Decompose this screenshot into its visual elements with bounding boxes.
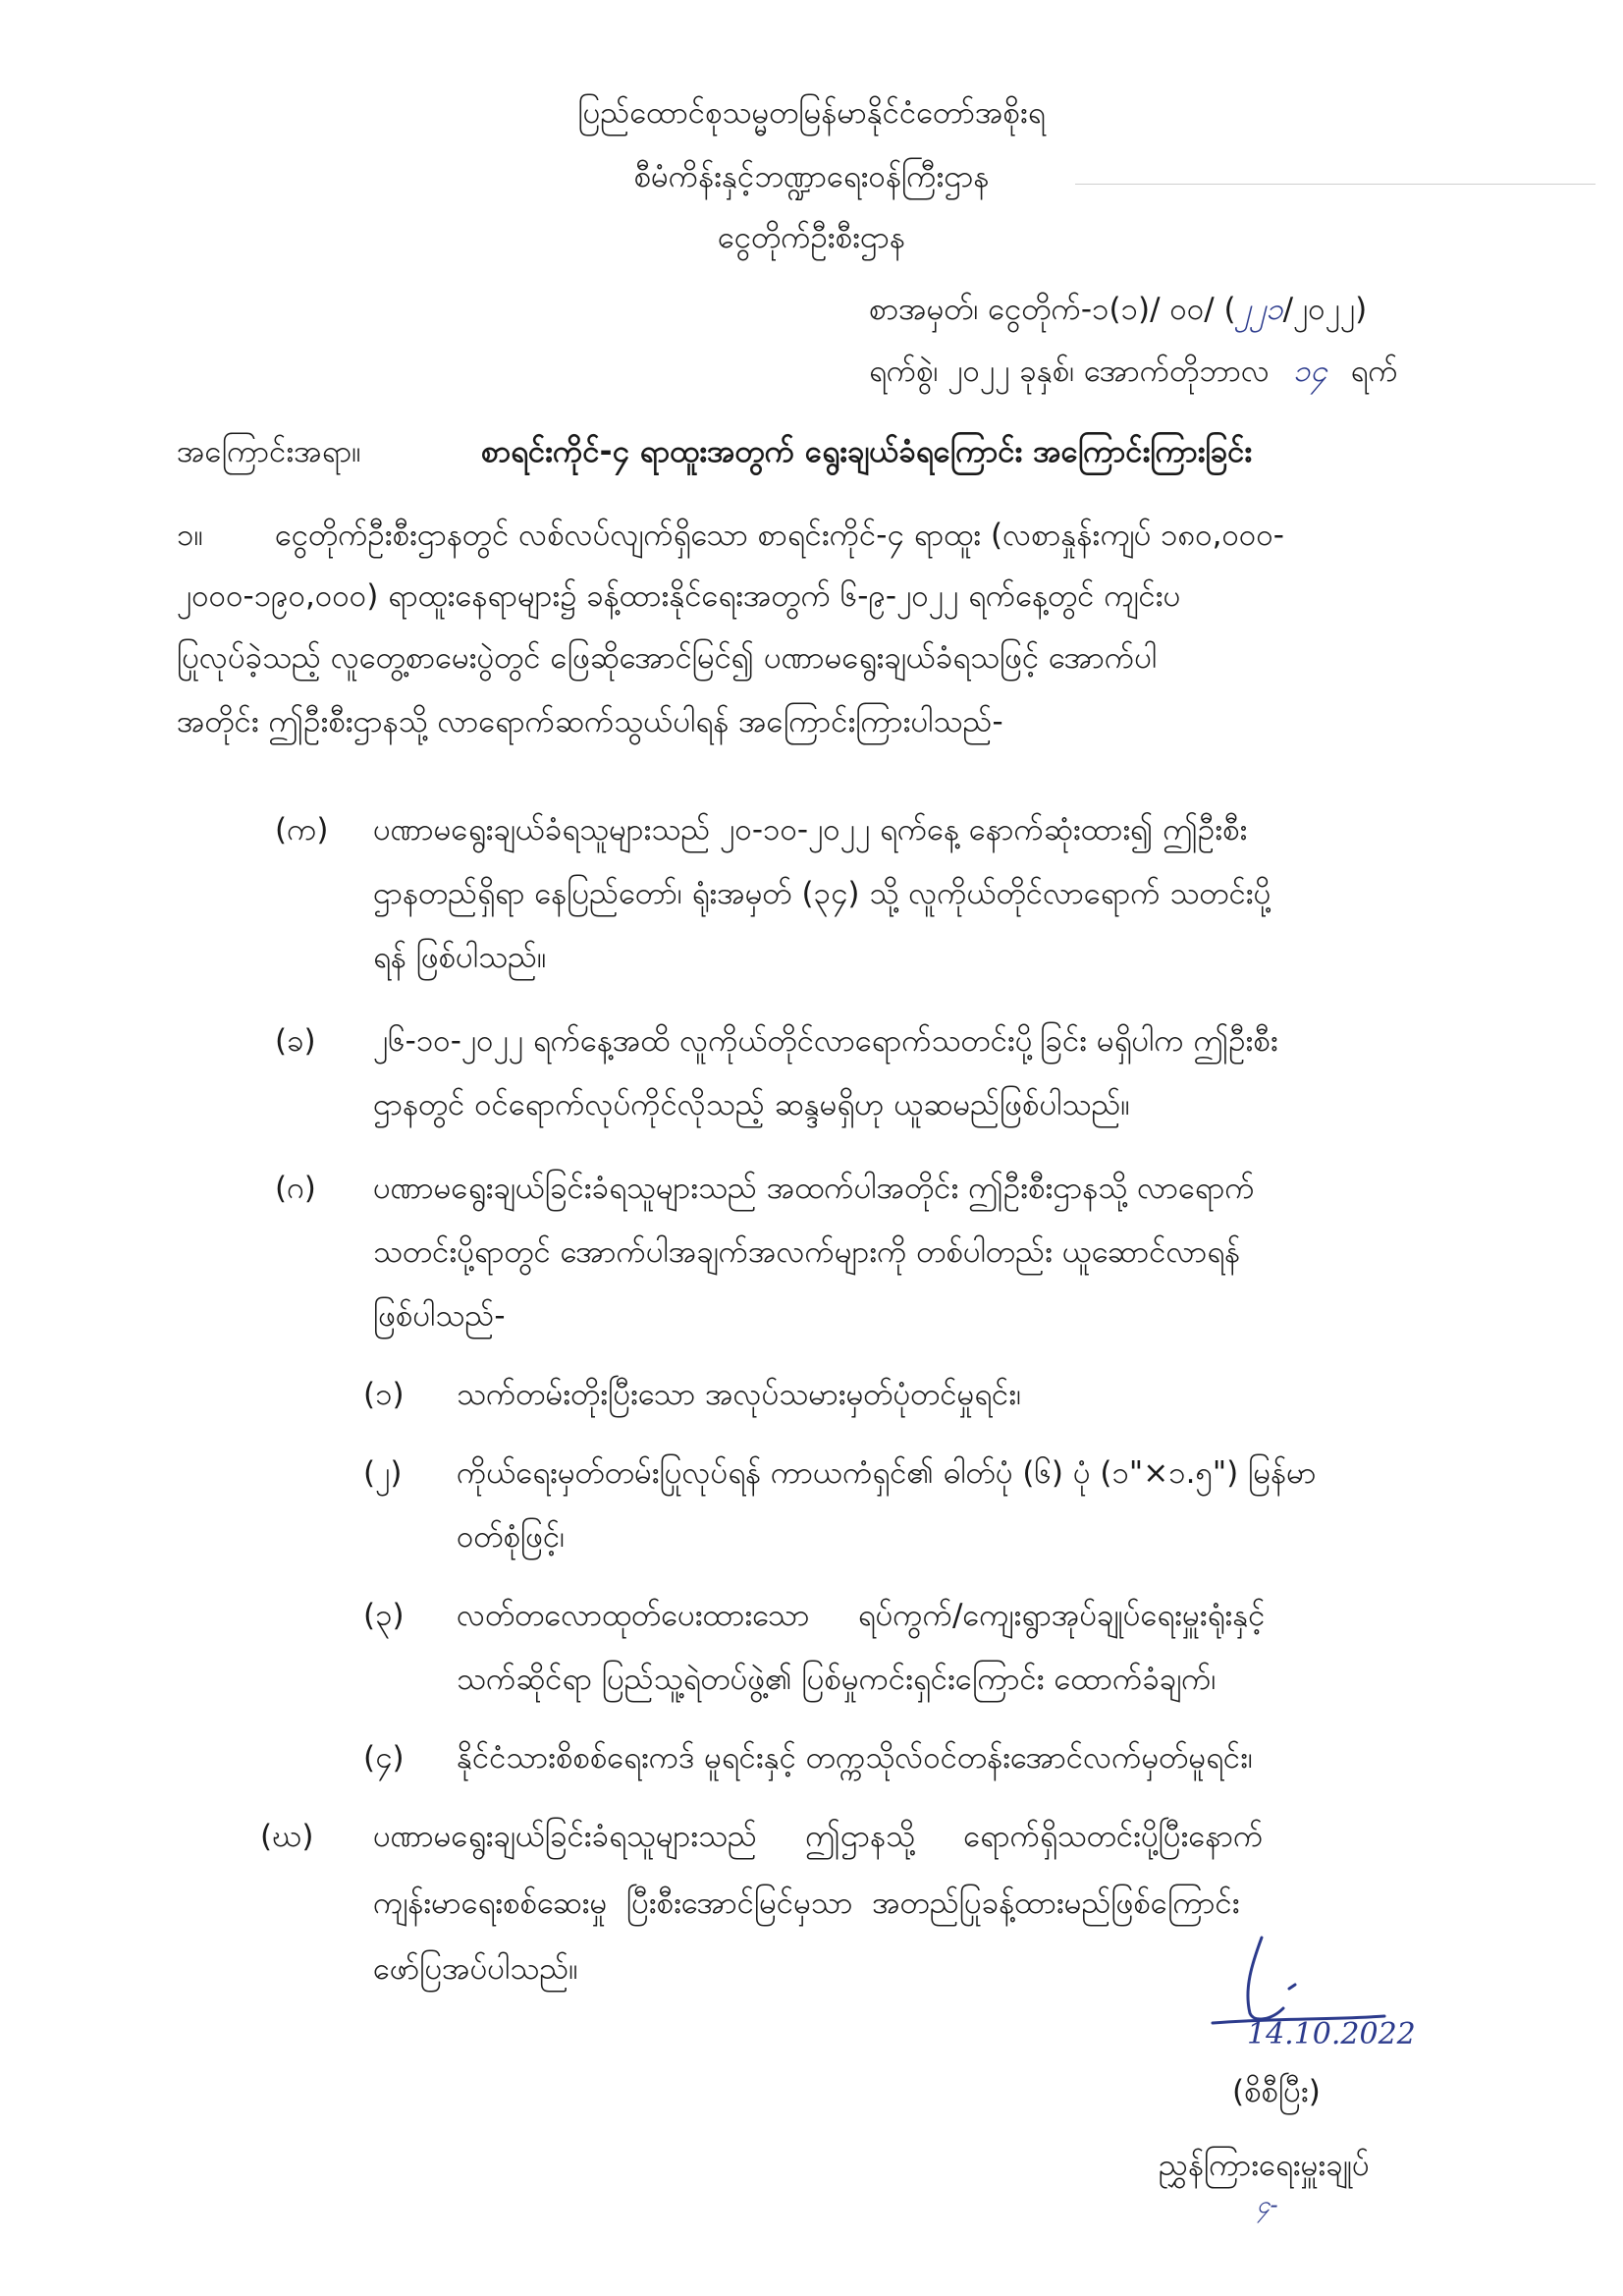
subitem-1-line: သက်တမ်းတိုးပြီးသော အလုပ်သမားမှတ်ပုံတင်မှုရင်း၊ <box>457 1377 1021 1412</box>
item-gha-line: ကျန်းမာရေးစစ်ဆေးမှု ပြီးစီးအောင်မြင်မှသာ အတည်ပြုခန့်ထားမည်ဖြစ်ကြောင်း <box>373 1886 1240 1921</box>
letter-date-day-handwritten: ၁၄ <box>1292 354 1327 389</box>
header-department: ငွေတိုက်ဦးစီးဌာန <box>718 220 905 255</box>
header-ministry: စီမံကိန်းနှင့်ဘဏ္ဍာရေးဝန်ကြီးဌာန <box>633 159 990 194</box>
para1-line: ၂၀၀၀-၁၉၀,၀၀၀) ရာထူးနေရာများ၌ ခန့်ထားနိုင်ရေးအတွက် ၆-၉-၂၀၂၂ ရက်နေ့တွင် ကျင်းပ <box>177 578 1181 614</box>
item-gha-marker: (ဃ) <box>260 1819 314 1854</box>
item-kha-line: ၂၆-၁၀-၂၀၂၂ ရက်နေ့အထိ လူကိုယ်တိုင်လာရောက်သတင်းပို့ခြင်း မရှိပါက ဤဦးစီး <box>373 1023 1278 1059</box>
letter-number-handwritten: ၂၂၁ <box>1235 292 1283 327</box>
subitem-2-marker: (၂) <box>363 1455 403 1491</box>
item-ga-line: ပဏာမရွေးချယ်ခြင်းခံရသူများသည် အထက်ပါအတိုင်း ဤဦးစီးဌာနသို့ လာရောက် <box>373 1171 1255 1206</box>
subitem-1-marker: (၁) <box>363 1377 405 1412</box>
para1-line: ပြုလုပ်ခဲ့သည့် လူတွေ့စာမေးပွဲတွင် ဖြေဆိုအောင်မြင်၍ ပဏာမရွေးချယ်ခံရသဖြင့် အောက်ပါ <box>177 640 1158 676</box>
item-ga-marker: (ဂ) <box>275 1171 316 1206</box>
subitem-3-line: သက်ဆိုင်ရာ ပြည်သူ့ရဲတပ်ဖွဲ့၏ ပြစ်မှုကင်းရှင်းကြောင်း ထောက်ခံချက်၊ <box>457 1662 1217 1697</box>
subitem-3-line: လတ်တလောထုတ်ပေးထားသော ရပ်ကွက်/ကျေးရွာအုပ်ချုပ်ရေးမှူးရုံးနှင့် <box>457 1598 1266 1633</box>
item-ka-line: ပဏာမရွေးချယ်ခံရသူများသည် ၂၀-၁၀-၂၀၂၂ ရက်နေ့ နောက်ဆုံးထား၍ ဤဦးစီး <box>373 812 1248 847</box>
subitem-4-line: နိုင်ငံသားစိစစ်ရေးကဒ် မူရင်းနှင့် တက္ကသိုလ်ဝင်တန်းအောင်လက်မှတ်မူရင်း၊ <box>457 1740 1253 1776</box>
subject-text: စာရင်းကိုင်-၄ ရာထူးအတွက် ရွေးချယ်ခံရကြောင်း အကြောင်းကြားခြင်း <box>481 434 1253 469</box>
item-ga-line: သတင်းပို့ရာတွင် အောက်ပါအချက်အလက်များကို တစ်ပါတည်း ယူဆောင်လာရန် <box>373 1234 1241 1270</box>
item-ga-line: ဖြစ်ပါသည်- <box>373 1298 506 1334</box>
item-gha-line: ပဏာမရွေးချယ်ခြင်းခံရသူများသည် ဤဌာနသို့ ရောက်ရှိသတင်းပို့ပြီးနောက် <box>373 1819 1264 1854</box>
header-government: ပြည်ထောင်စုသမ္မတမြန်မာနိုင်ငံတော်အစိုးရ <box>577 95 1046 131</box>
subitem-2-line: ဝတ်စုံဖြင့်၊ <box>457 1519 566 1555</box>
item-ka-line: ရန် ဖြစ်ပါသည်။ <box>373 940 547 975</box>
subitem-3-marker: (၃) <box>363 1598 405 1633</box>
item-gha-line: ဖော်ပြအပ်ပါသည်။ <box>373 1951 578 1987</box>
signature-title: ညွှန်ကြားရေးမှူးချုပ် <box>1159 2148 1370 2183</box>
para1-line: ငွေတိုက်ဦးစီးဌာနတွင် လစ်လပ်လျက်ရှိသော စာရင်းကိုင်-၄ ရာထူး (လစာနှုန်းကျပ် ၁၈၀,၀၀၀- <box>275 518 1284 553</box>
signature-initial-mark: ၄- <box>1257 2191 1278 2218</box>
signature-date-handwritten: 14.10.2022 <box>1247 2017 1416 2051</box>
para1-line: အတိုင်း ဤဦးစီးဌာနသို့ လာရောက်ဆက်သွယ်ပါရန် အကြောင်းကြားပါသည်- <box>177 704 1003 739</box>
item-kha-line: ဌာနတွင် ဝင်ရောက်လုပ်ကိုင်လိုသည့် ဆန္ဒမရှိဟု ယူဆမည်ဖြစ်ပါသည်။ <box>373 1087 1130 1122</box>
signature-status: (စိစီပြီး) <box>1232 2074 1321 2109</box>
letter-number <box>869 290 1367 329</box>
item-ka-marker: (က) <box>275 812 329 847</box>
para1-number: ၁။ <box>177 518 203 553</box>
letter-number-prefix: စာအမှတ်၊ ငွေတိုက်-၁(၁)/ ၀၀/ ( <box>869 292 1236 327</box>
letter-number-suffix: /၂၀၂၂) <box>1282 292 1368 327</box>
letter-date-prefix: ရက်စွဲ၊ ၂၀၂၂ ခုနှစ်၊ အောက်တိုဘာလ <box>869 354 1270 389</box>
item-kha-marker: (ခ) <box>275 1023 316 1059</box>
subitem-4-marker: (၄) <box>363 1740 405 1776</box>
item-ka-line: ဌာနတည်ရှိရာ နေပြည်တော်၊ ရုံးအမှတ် (၃၄) သို့ လူကိုယ်တိုင်လာရောက် သတင်းပို့ <box>373 876 1271 911</box>
letter-date <box>869 352 1398 391</box>
letter-date-suffix: ရက် <box>1350 354 1398 389</box>
subject-label: အကြောင်းအရာ။ <box>177 434 361 469</box>
subitem-2-line: ကိုယ်ရေးမှတ်တမ်းပြုလုပ်ရန် ကာယကံရှင်၏ ဓါတ်ပုံ (၆) ပုံ (၁"×၁.၅") မြန်မာ <box>457 1455 1317 1491</box>
